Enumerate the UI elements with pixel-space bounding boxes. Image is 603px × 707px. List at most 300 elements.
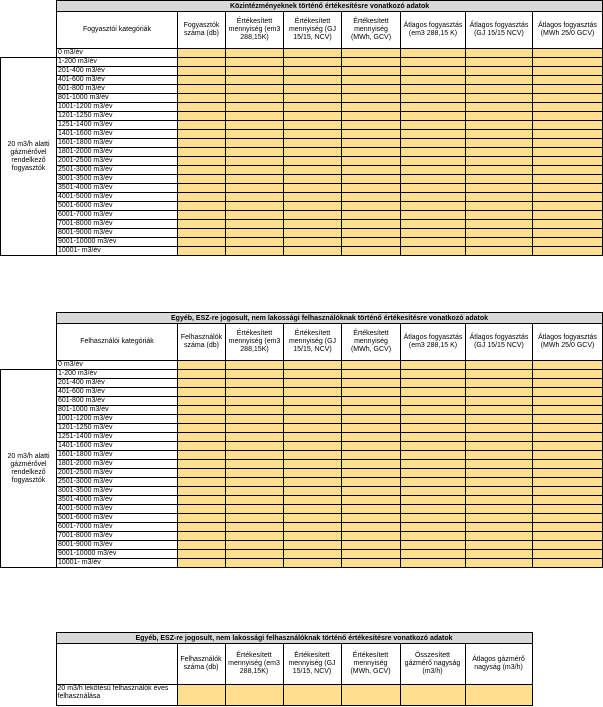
- data-cell[interactable]: [226, 532, 284, 541]
- data-cell[interactable]: [401, 202, 466, 211]
- data-cell[interactable]: [178, 238, 226, 247]
- data-cell[interactable]: [178, 94, 226, 103]
- data-cell[interactable]: [284, 211, 342, 220]
- data-cell[interactable]: [226, 184, 284, 193]
- data-cell[interactable]: [466, 397, 533, 406]
- data-cell[interactable]: [533, 469, 603, 478]
- data-cell[interactable]: [466, 220, 533, 229]
- data-cell[interactable]: [401, 121, 466, 130]
- data-cell[interactable]: [466, 550, 533, 559]
- data-cell[interactable]: [466, 460, 533, 469]
- data-cell[interactable]: [533, 166, 603, 175]
- data-cell[interactable]: [226, 541, 284, 550]
- data-cell[interactable]: [401, 487, 466, 496]
- data-cell[interactable]: [401, 505, 466, 514]
- data-cell[interactable]: [178, 247, 226, 256]
- data-cell[interactable]: [226, 379, 284, 388]
- data-cell[interactable]: [284, 397, 342, 406]
- data-cell[interactable]: [284, 406, 342, 415]
- data-cell[interactable]: [342, 166, 401, 175]
- data-cell[interactable]: [226, 505, 284, 514]
- data-cell[interactable]: [465, 685, 532, 706]
- data-cell[interactable]: [226, 550, 284, 559]
- data-cell[interactable]: [533, 85, 603, 94]
- data-cell[interactable]: [284, 49, 342, 58]
- data-cell[interactable]: [533, 514, 603, 523]
- data-cell[interactable]: [466, 202, 533, 211]
- data-cell[interactable]: [533, 157, 603, 166]
- data-cell[interactable]: [342, 496, 401, 505]
- data-cell[interactable]: [178, 58, 226, 67]
- data-cell[interactable]: [342, 175, 401, 184]
- data-cell[interactable]: [284, 184, 342, 193]
- data-cell[interactable]: [466, 76, 533, 85]
- data-cell[interactable]: [401, 184, 466, 193]
- data-cell[interactable]: [401, 451, 466, 460]
- data-cell[interactable]: [342, 247, 401, 256]
- data-cell[interactable]: [178, 406, 226, 415]
- data-cell[interactable]: [284, 94, 342, 103]
- data-cell[interactable]: [342, 424, 401, 433]
- data-cell[interactable]: [342, 238, 401, 247]
- data-cell[interactable]: [284, 130, 342, 139]
- data-cell[interactable]: [226, 406, 284, 415]
- data-cell[interactable]: [284, 139, 342, 148]
- data-cell[interactable]: [226, 112, 284, 121]
- data-cell[interactable]: [226, 514, 284, 523]
- data-cell[interactable]: [226, 166, 284, 175]
- data-cell[interactable]: [533, 559, 603, 568]
- data-cell[interactable]: [533, 397, 603, 406]
- data-cell[interactable]: [466, 148, 533, 157]
- data-cell[interactable]: [533, 139, 603, 148]
- data-cell[interactable]: [533, 532, 603, 541]
- data-cell[interactable]: [226, 76, 284, 85]
- data-cell[interactable]: [401, 514, 466, 523]
- data-cell[interactable]: [226, 220, 284, 229]
- data-cell[interactable]: [533, 424, 603, 433]
- data-cell[interactable]: [342, 220, 401, 229]
- data-cell[interactable]: [401, 559, 466, 568]
- data-cell[interactable]: [401, 379, 466, 388]
- data-cell[interactable]: [466, 175, 533, 184]
- data-cell[interactable]: [178, 361, 226, 370]
- data-cell[interactable]: [178, 469, 226, 478]
- data-cell[interactable]: [342, 442, 401, 451]
- data-cell[interactable]: [178, 85, 226, 94]
- data-cell[interactable]: [178, 397, 226, 406]
- data-cell[interactable]: [178, 379, 226, 388]
- data-cell[interactable]: [226, 157, 284, 166]
- data-cell[interactable]: [342, 148, 401, 157]
- data-cell[interactable]: [284, 460, 342, 469]
- data-cell[interactable]: [284, 541, 342, 550]
- data-cell[interactable]: [401, 103, 466, 112]
- data-cell[interactable]: [533, 406, 603, 415]
- data-cell[interactable]: [401, 532, 466, 541]
- data-cell[interactable]: [178, 184, 226, 193]
- data-cell[interactable]: [466, 478, 533, 487]
- data-cell[interactable]: [342, 85, 401, 94]
- data-cell[interactable]: [466, 451, 533, 460]
- data-cell[interactable]: [226, 487, 284, 496]
- data-cell[interactable]: [401, 460, 466, 469]
- data-cell[interactable]: [226, 478, 284, 487]
- data-cell[interactable]: [533, 130, 603, 139]
- data-cell[interactable]: [284, 514, 342, 523]
- data-cell[interactable]: [401, 139, 466, 148]
- data-cell[interactable]: [178, 460, 226, 469]
- data-cell[interactable]: [466, 85, 533, 94]
- data-cell[interactable]: [466, 505, 533, 514]
- data-cell[interactable]: [342, 103, 401, 112]
- data-cell[interactable]: [466, 112, 533, 121]
- data-cell[interactable]: [342, 397, 401, 406]
- data-cell[interactable]: [533, 388, 603, 397]
- data-cell[interactable]: [284, 361, 342, 370]
- data-cell[interactable]: [225, 685, 283, 706]
- data-cell[interactable]: [178, 451, 226, 460]
- data-cell[interactable]: [401, 148, 466, 157]
- data-cell[interactable]: [284, 229, 342, 238]
- data-cell[interactable]: [401, 424, 466, 433]
- data-cell[interactable]: [284, 496, 342, 505]
- data-cell[interactable]: [284, 202, 342, 211]
- data-cell[interactable]: [533, 238, 603, 247]
- data-cell[interactable]: [342, 487, 401, 496]
- data-cell[interactable]: [533, 148, 603, 157]
- data-cell[interactable]: [342, 478, 401, 487]
- data-cell[interactable]: [466, 559, 533, 568]
- data-cell[interactable]: [178, 505, 226, 514]
- data-cell[interactable]: [283, 685, 341, 706]
- data-cell[interactable]: [284, 67, 342, 76]
- data-cell[interactable]: [178, 496, 226, 505]
- data-cell[interactable]: [342, 379, 401, 388]
- data-cell[interactable]: [284, 478, 342, 487]
- data-cell[interactable]: [466, 130, 533, 139]
- data-cell[interactable]: [401, 406, 466, 415]
- data-cell[interactable]: [178, 193, 226, 202]
- data-cell[interactable]: [533, 49, 603, 58]
- data-cell[interactable]: [533, 94, 603, 103]
- data-cell[interactable]: [178, 388, 226, 397]
- data-cell[interactable]: [226, 451, 284, 460]
- data-cell[interactable]: [401, 415, 466, 424]
- data-cell[interactable]: [226, 85, 284, 94]
- data-cell[interactable]: [342, 460, 401, 469]
- data-cell[interactable]: [533, 229, 603, 238]
- data-cell[interactable]: [178, 220, 226, 229]
- data-cell[interactable]: [342, 469, 401, 478]
- data-cell[interactable]: [178, 139, 226, 148]
- data-cell[interactable]: [284, 85, 342, 94]
- data-cell[interactable]: [466, 67, 533, 76]
- data-cell[interactable]: [284, 469, 342, 478]
- data-cell[interactable]: [533, 478, 603, 487]
- data-cell[interactable]: [466, 442, 533, 451]
- data-cell[interactable]: [401, 220, 466, 229]
- data-cell[interactable]: [226, 415, 284, 424]
- data-cell[interactable]: [401, 442, 466, 451]
- data-cell[interactable]: [178, 157, 226, 166]
- data-cell[interactable]: [342, 211, 401, 220]
- data-cell[interactable]: [466, 379, 533, 388]
- data-cell[interactable]: [284, 112, 342, 121]
- data-cell[interactable]: [466, 103, 533, 112]
- data-cell[interactable]: [342, 49, 401, 58]
- data-cell[interactable]: [342, 505, 401, 514]
- data-cell[interactable]: [466, 523, 533, 532]
- data-cell[interactable]: [401, 130, 466, 139]
- data-cell[interactable]: [284, 442, 342, 451]
- data-cell[interactable]: [178, 532, 226, 541]
- data-cell[interactable]: [226, 424, 284, 433]
- data-cell[interactable]: [401, 67, 466, 76]
- data-cell[interactable]: [466, 121, 533, 130]
- data-cell[interactable]: [177, 685, 225, 706]
- data-cell[interactable]: [401, 193, 466, 202]
- data-cell[interactable]: [178, 514, 226, 523]
- data-cell[interactable]: [342, 121, 401, 130]
- data-cell[interactable]: [533, 541, 603, 550]
- data-cell[interactable]: [284, 433, 342, 442]
- data-cell[interactable]: [226, 496, 284, 505]
- data-cell[interactable]: [466, 157, 533, 166]
- data-cell[interactable]: [466, 424, 533, 433]
- data-cell[interactable]: [226, 67, 284, 76]
- data-cell[interactable]: [533, 487, 603, 496]
- data-cell[interactable]: [342, 406, 401, 415]
- data-cell[interactable]: [401, 211, 466, 220]
- data-cell[interactable]: [401, 478, 466, 487]
- data-cell[interactable]: [533, 202, 603, 211]
- data-cell[interactable]: [284, 424, 342, 433]
- data-cell[interactable]: [342, 58, 401, 67]
- data-cell[interactable]: [226, 469, 284, 478]
- data-cell[interactable]: [401, 397, 466, 406]
- data-cell[interactable]: [178, 415, 226, 424]
- data-cell[interactable]: [533, 76, 603, 85]
- data-cell[interactable]: [284, 103, 342, 112]
- data-cell[interactable]: [226, 370, 284, 379]
- data-cell[interactable]: [342, 451, 401, 460]
- data-cell[interactable]: [284, 370, 342, 379]
- data-cell[interactable]: [226, 442, 284, 451]
- data-cell[interactable]: [342, 130, 401, 139]
- data-cell[interactable]: [466, 514, 533, 523]
- data-cell[interactable]: [284, 220, 342, 229]
- data-cell[interactable]: [178, 478, 226, 487]
- data-cell[interactable]: [284, 76, 342, 85]
- data-cell[interactable]: [342, 532, 401, 541]
- data-cell[interactable]: [342, 433, 401, 442]
- data-cell[interactable]: [178, 523, 226, 532]
- data-cell[interactable]: [178, 211, 226, 220]
- data-cell[interactable]: [466, 406, 533, 415]
- data-cell[interactable]: [401, 238, 466, 247]
- data-cell[interactable]: [226, 361, 284, 370]
- data-cell[interactable]: [342, 523, 401, 532]
- data-cell[interactable]: [533, 379, 603, 388]
- data-cell[interactable]: [466, 49, 533, 58]
- data-cell[interactable]: [533, 193, 603, 202]
- data-cell[interactable]: [226, 202, 284, 211]
- data-cell[interactable]: [284, 175, 342, 184]
- data-cell[interactable]: [342, 559, 401, 568]
- data-cell[interactable]: [342, 514, 401, 523]
- data-cell[interactable]: [226, 49, 284, 58]
- data-cell[interactable]: [533, 121, 603, 130]
- data-cell[interactable]: [466, 166, 533, 175]
- data-cell[interactable]: [226, 103, 284, 112]
- data-cell[interactable]: [400, 685, 465, 706]
- data-cell[interactable]: [178, 130, 226, 139]
- data-cell[interactable]: [342, 415, 401, 424]
- data-cell[interactable]: [178, 112, 226, 121]
- data-cell[interactable]: [178, 559, 226, 568]
- data-cell[interactable]: [284, 238, 342, 247]
- data-cell[interactable]: [466, 94, 533, 103]
- data-cell[interactable]: [178, 424, 226, 433]
- data-cell[interactable]: [226, 229, 284, 238]
- data-cell[interactable]: [401, 58, 466, 67]
- data-cell[interactable]: [342, 76, 401, 85]
- data-cell[interactable]: [226, 523, 284, 532]
- data-cell[interactable]: [284, 550, 342, 559]
- data-cell[interactable]: [533, 451, 603, 460]
- data-cell[interactable]: [178, 550, 226, 559]
- data-cell[interactable]: [401, 157, 466, 166]
- data-cell[interactable]: [401, 166, 466, 175]
- data-cell[interactable]: [466, 532, 533, 541]
- data-cell[interactable]: [466, 238, 533, 247]
- data-cell[interactable]: [533, 220, 603, 229]
- data-cell[interactable]: [178, 442, 226, 451]
- data-cell[interactable]: [226, 460, 284, 469]
- data-cell[interactable]: [533, 433, 603, 442]
- data-cell[interactable]: [533, 58, 603, 67]
- data-cell[interactable]: [226, 238, 284, 247]
- data-cell[interactable]: [533, 184, 603, 193]
- data-cell[interactable]: [284, 532, 342, 541]
- data-cell[interactable]: [342, 157, 401, 166]
- data-cell[interactable]: [226, 94, 284, 103]
- data-cell[interactable]: [401, 94, 466, 103]
- data-cell[interactable]: [466, 433, 533, 442]
- data-cell[interactable]: [284, 166, 342, 175]
- data-cell[interactable]: [284, 388, 342, 397]
- data-cell[interactable]: [178, 121, 226, 130]
- data-cell[interactable]: [342, 112, 401, 121]
- data-cell[interactable]: [466, 487, 533, 496]
- data-cell[interactable]: [284, 487, 342, 496]
- data-cell[interactable]: [466, 193, 533, 202]
- data-cell[interactable]: [226, 247, 284, 256]
- data-cell[interactable]: [342, 67, 401, 76]
- data-cell[interactable]: [533, 247, 603, 256]
- data-cell[interactable]: [178, 433, 226, 442]
- data-cell[interactable]: [342, 193, 401, 202]
- data-cell[interactable]: [533, 415, 603, 424]
- data-cell[interactable]: [401, 469, 466, 478]
- data-cell[interactable]: [342, 370, 401, 379]
- data-cell[interactable]: [401, 49, 466, 58]
- data-cell[interactable]: [178, 49, 226, 58]
- data-cell[interactable]: [178, 148, 226, 157]
- data-cell[interactable]: [533, 103, 603, 112]
- data-cell[interactable]: [226, 139, 284, 148]
- data-cell[interactable]: [466, 247, 533, 256]
- data-cell[interactable]: [226, 130, 284, 139]
- data-cell[interactable]: [284, 193, 342, 202]
- data-cell[interactable]: [466, 388, 533, 397]
- data-cell[interactable]: [284, 559, 342, 568]
- data-cell[interactable]: [401, 388, 466, 397]
- data-cell[interactable]: [342, 139, 401, 148]
- data-cell[interactable]: [401, 541, 466, 550]
- data-cell[interactable]: [178, 202, 226, 211]
- data-cell[interactable]: [284, 523, 342, 532]
- data-cell[interactable]: [401, 229, 466, 238]
- data-cell[interactable]: [401, 175, 466, 184]
- data-cell[interactable]: [341, 685, 400, 706]
- data-cell[interactable]: [178, 67, 226, 76]
- data-cell[interactable]: [401, 112, 466, 121]
- data-cell[interactable]: [466, 469, 533, 478]
- data-cell[interactable]: [342, 388, 401, 397]
- data-cell[interactable]: [226, 397, 284, 406]
- data-cell[interactable]: [466, 496, 533, 505]
- data-cell[interactable]: [533, 361, 603, 370]
- data-cell[interactable]: [466, 415, 533, 424]
- data-cell[interactable]: [226, 58, 284, 67]
- data-cell[interactable]: [401, 370, 466, 379]
- data-cell[interactable]: [401, 85, 466, 94]
- data-cell[interactable]: [178, 370, 226, 379]
- data-cell[interactable]: [401, 433, 466, 442]
- data-cell[interactable]: [466, 361, 533, 370]
- data-cell[interactable]: [226, 193, 284, 202]
- data-cell[interactable]: [226, 175, 284, 184]
- data-cell[interactable]: [342, 361, 401, 370]
- data-cell[interactable]: [401, 523, 466, 532]
- data-cell[interactable]: [342, 94, 401, 103]
- data-cell[interactable]: [226, 121, 284, 130]
- data-cell[interactable]: [284, 157, 342, 166]
- data-cell[interactable]: [466, 211, 533, 220]
- data-cell[interactable]: [226, 559, 284, 568]
- data-cell[interactable]: [401, 247, 466, 256]
- data-cell[interactable]: [401, 550, 466, 559]
- data-cell[interactable]: [178, 175, 226, 184]
- data-cell[interactable]: [533, 67, 603, 76]
- data-cell[interactable]: [466, 541, 533, 550]
- data-cell[interactable]: [284, 247, 342, 256]
- data-cell[interactable]: [284, 379, 342, 388]
- data-cell[interactable]: [342, 202, 401, 211]
- data-cell[interactable]: [533, 523, 603, 532]
- data-cell[interactable]: [466, 229, 533, 238]
- data-cell[interactable]: [401, 361, 466, 370]
- data-cell[interactable]: [178, 229, 226, 238]
- data-cell[interactable]: [533, 460, 603, 469]
- data-cell[interactable]: [342, 184, 401, 193]
- data-cell[interactable]: [533, 496, 603, 505]
- data-cell[interactable]: [466, 184, 533, 193]
- data-cell[interactable]: [342, 550, 401, 559]
- data-cell[interactable]: [466, 370, 533, 379]
